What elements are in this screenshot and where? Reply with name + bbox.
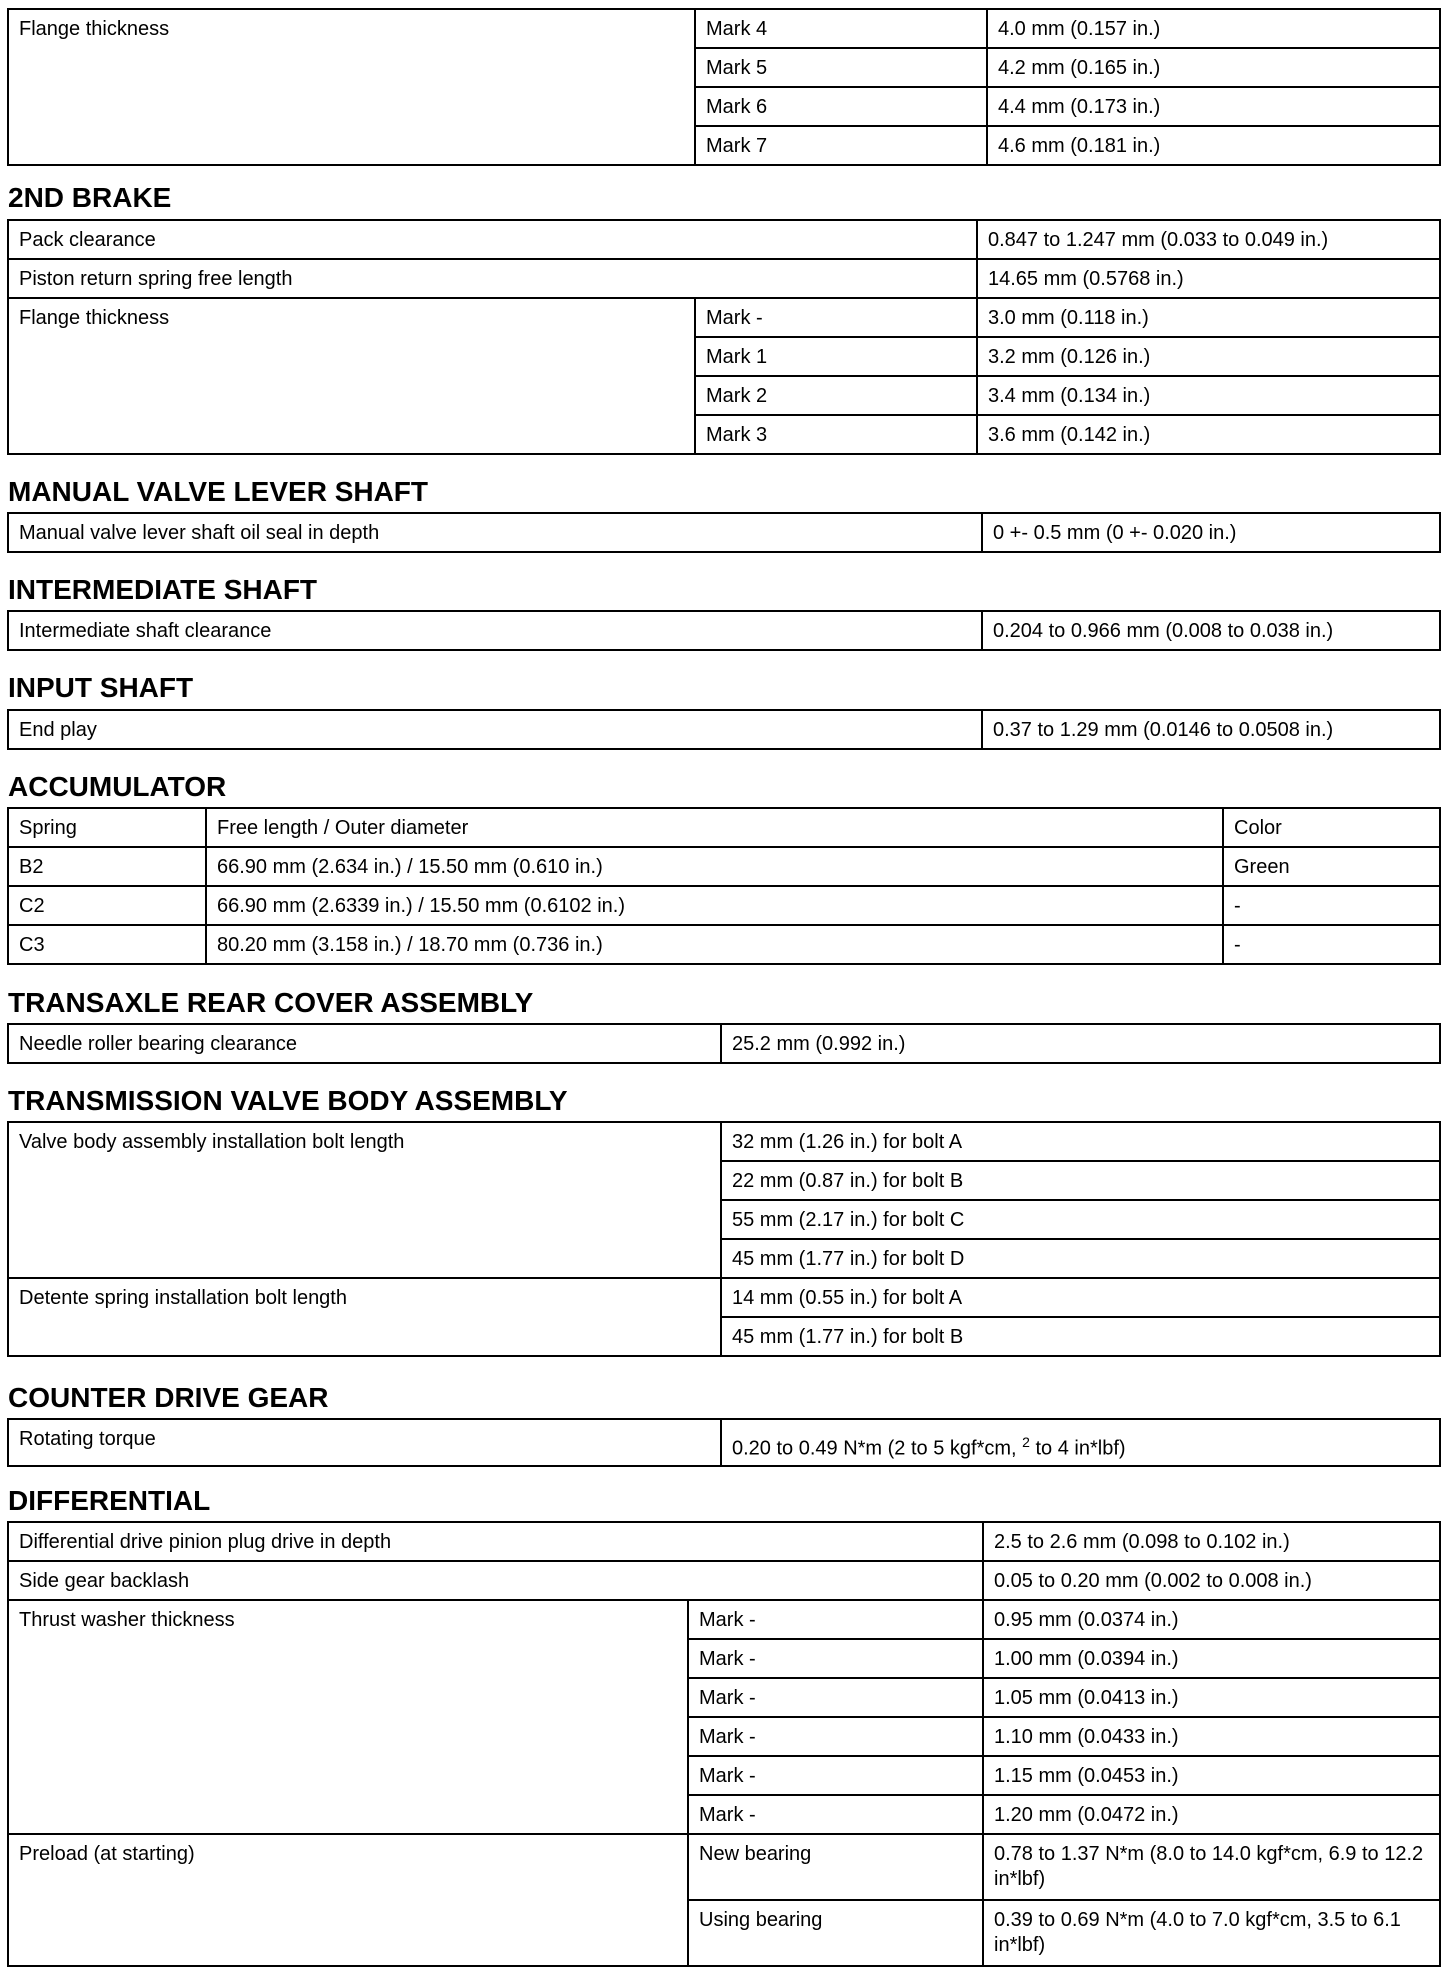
section-title-valve-body: TRANSMISSION VALVE BODY ASSEMBLY: [8, 1085, 568, 1116]
accumulator-table: [7, 807, 1441, 965]
valve-body-table: [7, 1121, 1441, 1357]
mark-cell: Mark -: [688, 1678, 983, 1717]
section-title-input-shaft: INPUT SHAFT: [8, 672, 194, 703]
color-cell: -: [1223, 925, 1440, 964]
intermediate-clearance-label: Intermediate shaft clearance: [8, 611, 982, 650]
value-cell: 1.15 mm (0.0453 in.): [983, 1756, 1440, 1795]
rotating-torque-value: [721, 1419, 1440, 1466]
mark-cell: Mark -: [688, 1756, 983, 1795]
differential-table: [7, 1521, 1441, 1967]
value-cell: 55 mm (2.17 in.) for bolt C: [721, 1200, 1440, 1239]
table-row: [8, 710, 1440, 749]
detente-bolt-length-label: Detente spring installation bolt length: [8, 1278, 721, 1356]
preload-label: Preload (at starting): [8, 1834, 688, 1966]
end-play-label: End play: [8, 710, 982, 749]
table-row: [8, 1278, 1440, 1317]
value-cell: 22 mm (0.87 in.) for bolt B: [721, 1161, 1440, 1200]
bearing-clearance-value: 25.2 mm (0.992 in.): [721, 1024, 1440, 1063]
value-cell: 1.10 mm (0.0433 in.): [983, 1717, 1440, 1756]
column-header: Color: [1223, 808, 1440, 847]
table-row: [8, 886, 1440, 925]
value-cell: 3.2 mm (0.126 in.): [977, 337, 1440, 376]
using-bearing-label: Using bearing: [688, 1900, 983, 1966]
rear-cover-table: [7, 1023, 1441, 1064]
table-row: [8, 1561, 1440, 1600]
mark-cell: Mark -: [688, 1639, 983, 1678]
mark-cell: Mark -: [695, 298, 977, 337]
mark-cell: Mark -: [688, 1717, 983, 1756]
table-row: [8, 259, 1440, 298]
section-title-manual-valve-lever-shaft: MANUAL VALVE LEVER SHAFT: [8, 476, 429, 507]
intermediate-clearance-value: 0.204 to 0.966 mm (0.008 to 0.038 in.): [982, 611, 1440, 650]
value-cell: 4.2 mm (0.165 in.): [987, 48, 1440, 87]
value-cell: 1.20 mm (0.0472 in.): [983, 1795, 1440, 1834]
torque-value-text-end: to 4 in*lbf): [1029, 1437, 1126, 1460]
value-cell: 45 mm (1.77 in.) for bolt B: [721, 1317, 1440, 1356]
pack-clearance-label: Pack clearance: [8, 220, 977, 259]
section-title-differential: DIFFERENTIAL: [8, 1485, 211, 1516]
spring-cell: B2: [8, 847, 206, 886]
mark-cell: Mark 5: [695, 48, 987, 87]
using-bearing-value: 0.39 to 0.69 N*m (4.0 to 7.0 kgf*cm, 3.5 to 6.1 in*lbf): [983, 1900, 1440, 1966]
section-title-2nd-brake: 2ND BRAKE: [8, 182, 172, 213]
color-cell: Green: [1223, 847, 1440, 886]
mark-cell: Mark -: [688, 1600, 983, 1639]
value-cell: 4.4 mm (0.173 in.): [987, 87, 1440, 126]
table-row: [8, 513, 1440, 552]
value-cell: 1.00 mm (0.0394 in.): [983, 1639, 1440, 1678]
table-row: [8, 847, 1440, 886]
side-gear-backlash-label: Side gear backlash: [8, 1561, 983, 1600]
bearing-clearance-label: Needle roller bearing clearance: [8, 1024, 721, 1063]
dimension-cell: 66.90 mm (2.634 in.) / 15.50 mm (0.610 in.): [206, 847, 1223, 886]
mark-cell: Mark 3: [695, 415, 977, 454]
value-cell: 0.95 mm (0.0374 in.): [983, 1600, 1440, 1639]
table-row: [8, 1024, 1440, 1063]
table-row: [8, 1600, 1440, 1639]
mark-cell: Mark 2: [695, 376, 977, 415]
table-row: [8, 220, 1440, 259]
spring-free-length-value: 14.65 mm (0.5768 in.): [977, 259, 1440, 298]
flange-thickness-table: [7, 8, 1441, 166]
spring-free-length-label: Piston return spring free length: [8, 259, 977, 298]
table-row: [8, 1419, 1440, 1466]
value-cell: 4.0 mm (0.157 in.): [987, 9, 1440, 48]
mark-cell: Mark 7: [695, 126, 987, 165]
dimension-cell: 66.90 mm (2.6339 in.) / 15.50 mm (0.6102 in.): [206, 886, 1223, 925]
color-cell: -: [1223, 886, 1440, 925]
dimension-cell: 80.20 mm (3.158 in.) / 18.70 mm (0.736 in.): [206, 925, 1223, 964]
table-header-row: [8, 808, 1440, 847]
torque-value-text: 0.20 to 0.49 N*m (2 to 5 kgf*cm,: [732, 1437, 1023, 1460]
value-cell: 3.4 mm (0.134 in.): [977, 376, 1440, 415]
oil-seal-depth-value: 0 +- 0.5 mm (0 +- 0.020 in.): [982, 513, 1440, 552]
section-title-accumulator: ACCUMULATOR: [8, 771, 227, 802]
end-play-value: 0.37 to 1.29 mm (0.0146 to 0.0508 in.): [982, 710, 1440, 749]
section-title-transaxle-rear-cover: TRANSAXLE REAR COVER ASSEMBLY: [8, 987, 534, 1018]
rotating-torque-label: Rotating torque: [8, 1419, 721, 1466]
value-cell: 14 mm (0.55 in.) for bolt A: [721, 1278, 1440, 1317]
new-bearing-value: 0.78 to 1.37 N*m (8.0 to 14.0 kgf*cm, 6.9 to 12.2 in*lbf): [983, 1834, 1440, 1900]
new-bearing-label: New bearing: [688, 1834, 983, 1900]
pack-clearance-value: 0.847 to 1.247 mm (0.033 to 0.049 in.): [977, 220, 1440, 259]
counter-drive-table: [7, 1418, 1441, 1467]
plug-depth-label: Differential drive pinion plug drive in depth: [8, 1522, 983, 1561]
value-cell: 45 mm (1.77 in.) for bolt D: [721, 1239, 1440, 1278]
table-row: [8, 1122, 1440, 1161]
value-cell: 32 mm (1.26 in.) for bolt A: [721, 1122, 1440, 1161]
oil-seal-depth-label: Manual valve lever shaft oil seal in depth: [8, 513, 982, 552]
value-cell: 3.6 mm (0.142 in.): [977, 415, 1440, 454]
table-row: [8, 9, 1440, 48]
intermediate-shaft-table: [7, 610, 1441, 651]
table-row: [8, 611, 1440, 650]
table-row: [8, 1522, 1440, 1561]
mark-cell: Mark 4: [695, 9, 987, 48]
plug-depth-value: 2.5 to 2.6 mm (0.098 to 0.102 in.): [983, 1522, 1440, 1561]
value-cell: 4.6 mm (0.181 in.): [987, 126, 1440, 165]
value-cell: 3.0 mm (0.118 in.): [977, 298, 1440, 337]
2nd-brake-table: [7, 219, 1441, 455]
side-gear-backlash-value: 0.05 to 0.20 mm (0.002 to 0.008 in.): [983, 1561, 1440, 1600]
spring-cell: C2: [8, 886, 206, 925]
flange-thickness-label: Flange thickness: [8, 9, 695, 165]
mark-cell: Mark -: [688, 1795, 983, 1834]
mark-cell: Mark 6: [695, 87, 987, 126]
column-header: Free length / Outer diameter: [206, 808, 1223, 847]
section-title-counter-drive-gear: COUNTER DRIVE GEAR: [8, 1382, 329, 1413]
mark-cell: Mark 1: [695, 337, 977, 376]
section-title-intermediate-shaft: INTERMEDIATE SHAFT: [8, 574, 318, 605]
table-row: [8, 1834, 1440, 1900]
flange-thickness-label: Flange thickness: [8, 298, 695, 454]
value-cell: 1.05 mm (0.0413 in.): [983, 1678, 1440, 1717]
input-shaft-table: [7, 709, 1441, 750]
install-bolt-length-label: Valve body assembly installation bolt length: [8, 1122, 721, 1278]
column-header: Spring: [8, 808, 206, 847]
spring-cell: C3: [8, 925, 206, 964]
torque-value-superscript: 2: [1022, 1434, 1030, 1450]
manual-valve-table: [7, 512, 1441, 553]
thrust-washer-label: Thrust washer thickness: [8, 1600, 688, 1834]
table-row: [8, 925, 1440, 964]
table-row: [8, 298, 1440, 337]
